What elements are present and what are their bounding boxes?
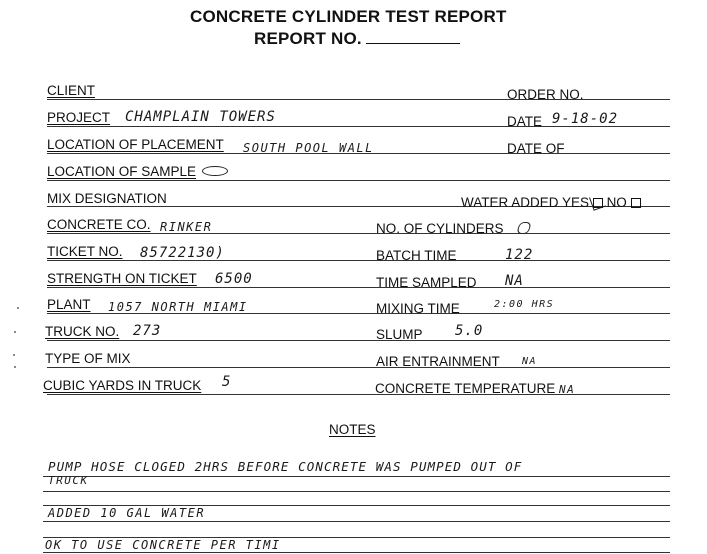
notes-rule-2 <box>43 491 670 492</box>
time-sampled-value: NA <box>505 273 524 289</box>
temp-row <box>375 381 575 397</box>
order-no-label: ORDER NO. <box>507 87 584 102</box>
mixing-time-value: 2:00 HRS <box>494 299 555 310</box>
water-no-checkbox <box>631 198 641 208</box>
ticket-label: TICKET NO. <box>47 244 123 259</box>
water-added-row <box>461 195 641 210</box>
rule-truck <box>47 340 670 341</box>
notes-line-4: OK TO USE CONCRETE PER TIMI <box>45 538 281 552</box>
cubic-value: 5 <box>222 374 232 390</box>
type-mix-label: TYPE OF MIX <box>45 351 131 366</box>
notes-rule-4 <box>43 521 670 522</box>
project-label: PROJECT <box>47 110 111 125</box>
scan-mark <box>14 366 16 368</box>
report-no-blank <box>366 29 460 44</box>
plant-label: PLANT <box>47 297 91 312</box>
slump-label: SLUMP <box>376 327 423 342</box>
temp-value: NA <box>559 383 576 396</box>
ticket-value: 85722130) <box>140 245 225 261</box>
notes-heading: NOTES <box>329 422 376 437</box>
water-yes-checkbox <box>593 198 603 208</box>
concrete-co-label: CONCRETE CO. <box>47 217 151 232</box>
rule-sample <box>47 180 670 181</box>
scan-mark <box>13 354 15 356</box>
notes-line-3: ADDED 10 GAL WATER <box>48 506 206 520</box>
placement-value: SOUTH POOL WALL <box>243 141 374 155</box>
water-added-label: WATER ADDED YES <box>461 195 590 210</box>
placement-label: LOCATION OF PLACEMENT <box>47 137 224 152</box>
date-label: DATE <box>507 114 543 129</box>
mixing-time-label: MIXING TIME <box>376 301 460 316</box>
batch-time-value: 122 <box>505 247 534 263</box>
plant-value: 1057 NORTH MIAMI <box>108 300 248 314</box>
rule-type-mix <box>47 367 670 368</box>
date-value: 9-18-02 <box>552 111 619 127</box>
project-value: CHAMPLAIN TOWERS <box>125 109 276 125</box>
water-no-label: NO <box>606 195 627 210</box>
client-label: CLIENT <box>47 83 96 98</box>
air-label: AIR ENTRAINMENT <box>376 354 500 369</box>
cylinders-zero-mark <box>516 222 531 234</box>
scan-mark <box>17 307 19 309</box>
notes-rule-6 <box>43 552 670 553</box>
air-value: NA <box>522 356 538 367</box>
concrete-co-value: RINKER <box>160 220 213 234</box>
sample-label-row <box>47 164 228 179</box>
scribble-mark <box>202 166 228 176</box>
strength-value: 6500 <box>215 271 253 287</box>
temp-label: CONCRETE TEMPERATURE <box>375 381 556 396</box>
report-no <box>254 29 460 49</box>
time-sampled-label: TIME SAMPLED <box>376 275 477 290</box>
cubic-label: CUBIC YARDS IN TRUCK <box>43 378 202 393</box>
scan-mark <box>14 331 16 333</box>
rule-concrete-co <box>47 233 670 234</box>
notes-line-1: PUMP HOSE CLOGED 2HRS BEFORE CONCRETE WAS PUMPED OUT OF <box>48 459 523 474</box>
sample-label: LOCATION OF SAMPLE <box>47 164 197 179</box>
rule-strength <box>47 287 670 288</box>
mix-label: MIX DESIGNATION <box>47 191 167 206</box>
rule-cubic <box>47 394 670 395</box>
notes-line-2: TRUCK <box>48 474 89 487</box>
cylinders-label: NO. OF CYLINDERS <box>376 221 504 236</box>
strength-label: STRENGTH ON TICKET <box>47 271 197 286</box>
cylinders-row <box>376 221 530 236</box>
batch-time-label: BATCH TIME <box>376 248 457 263</box>
report-no-label: REPORT NO. <box>254 29 362 48</box>
slump-value: 5.0 <box>455 323 484 339</box>
notes-rule-1 <box>43 476 670 477</box>
report-title: CONCRETE CYLINDER TEST REPORT <box>190 7 507 26</box>
truck-label: TRUCK NO. <box>45 324 120 339</box>
date-of-label: DATE OF <box>507 141 565 156</box>
truck-value: 273 <box>133 323 162 339</box>
